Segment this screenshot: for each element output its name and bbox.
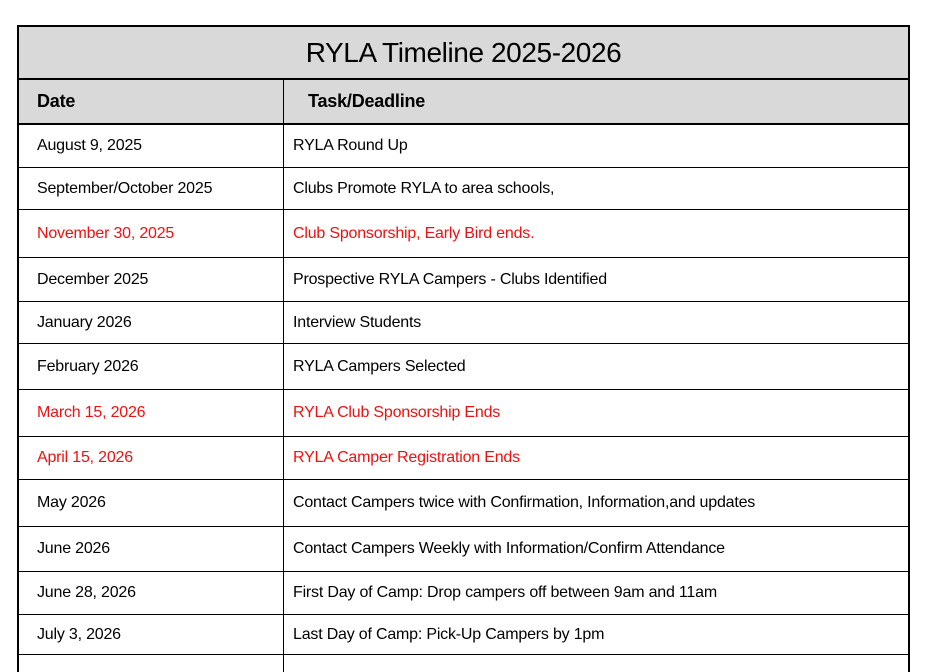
table-header-row: [19, 80, 908, 125]
task-cell: Clubs Promote RYLA to area schools,: [293, 179, 555, 197]
task-cell: RYLA Camper Registration Ends: [293, 449, 520, 466]
date-cell: June 2026: [19, 527, 284, 571]
partial-task-cell: [284, 655, 908, 672]
task-cell: Club Sponsorship, Early Bird ends.: [293, 224, 535, 242]
table-row: [19, 125, 908, 168]
date-cell: March 15, 2026: [19, 390, 284, 436]
partial-date-cell: [19, 655, 284, 672]
table-row: [19, 210, 908, 258]
task-cell: Contact Campers Weekly with Information/Confirm Attendance: [293, 540, 725, 557]
date-cell: September/October 2025: [19, 168, 284, 209]
date-cell: April 15, 2026: [19, 437, 284, 479]
table-row: [19, 615, 908, 655]
date-cell: February 2026: [19, 344, 284, 389]
table-row: [19, 168, 908, 210]
table-body: [19, 125, 908, 655]
table-row: [19, 572, 908, 615]
ryla-timeline-table: [17, 25, 910, 672]
table-row: [19, 480, 908, 527]
date-cell: June 28, 2026: [19, 572, 284, 614]
task-cell: RYLA Club Sponsorship Ends: [293, 404, 501, 421]
date-cell: November 30, 2025: [19, 210, 284, 257]
date-cell: May 2026: [19, 480, 284, 526]
table-row: [19, 258, 908, 302]
task-cell: Last Day of Camp: Pick-Up Campers by 1pm: [293, 625, 605, 643]
task-cell: RYLA Round Up: [293, 137, 408, 154]
date-cell: July 3, 2026: [19, 615, 284, 654]
table-row: [19, 390, 908, 437]
task-cell: Interview Students: [293, 313, 422, 331]
column-header-date: Date: [19, 80, 284, 123]
task-cell: RYLA Campers Selected: [293, 357, 466, 375]
task-cell: Contact Campers twice with Confirmation, Information,and updates: [293, 494, 756, 511]
table-row: [19, 527, 908, 572]
date-cell: August 9, 2025: [19, 125, 284, 167]
date-cell: December 2025: [19, 258, 284, 301]
table-title: RYLA Timeline 2025-2026: [19, 27, 908, 80]
task-cell: Prospective RYLA Campers - Clubs Identified: [293, 270, 607, 288]
column-header-task: Task/Deadline: [308, 91, 426, 111]
task-cell: First Day of Camp: Drop campers off between 9am and 11am: [293, 584, 717, 601]
table-row-partial: [19, 655, 908, 672]
table-row: [19, 344, 908, 390]
table-row: [19, 302, 908, 344]
table-row: [19, 437, 908, 480]
date-cell: January 2026: [19, 302, 284, 343]
